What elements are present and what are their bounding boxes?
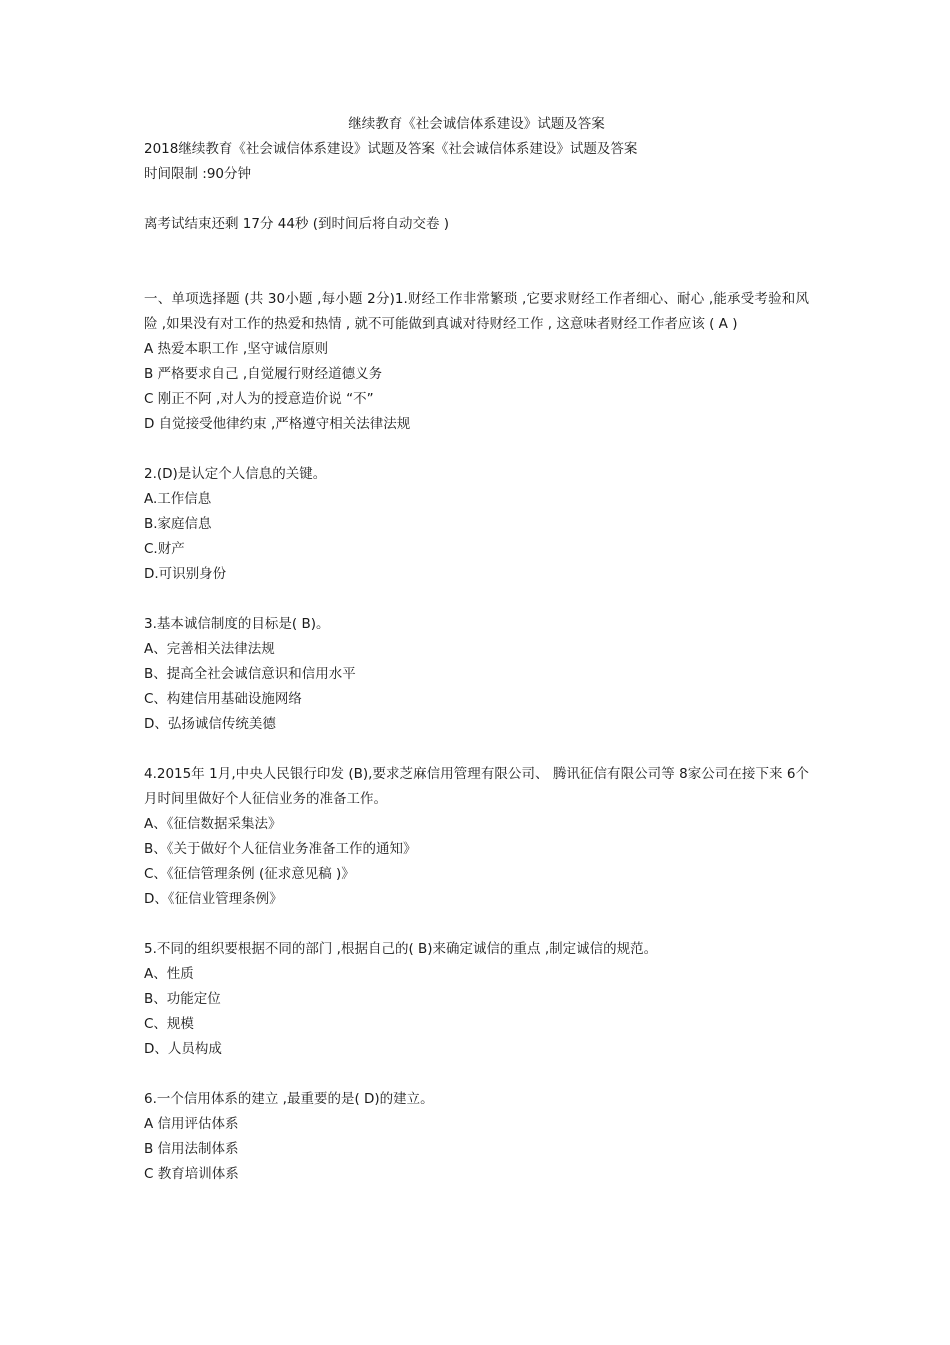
question-6	[144, 1087, 809, 1187]
document-subtitle: 2018继续教育《社会诚信体系建设》试题及答案《社会诚信体系建设》试题及答案	[144, 141, 638, 157]
option-d: D、人员构成	[144, 1041, 222, 1057]
question-text: 一、单项选择题 (共 30小题 ,每小题 2分)1.财经工作非常繁琐 ,它要求财经工作者细心、耐心 ,能承受考验和风险 ,如果没有对工作的热爱和热情 , 就不可能做到真诚对待财经工作 , 这意味者财经工作者应该 ( A )	[144, 291, 809, 332]
question-text: 6.一个信用体系的建立 ,最重要的是( D)的建立。	[144, 1091, 434, 1107]
option-b: B、《关于做好个人征信业务准备工作的通知》	[144, 841, 417, 857]
question-1	[144, 287, 809, 437]
option-c: C、构建信用基础设施网络	[144, 691, 302, 707]
question-text: 3.基本诚信制度的目标是( B)。	[144, 616, 330, 632]
option-a: A.工作信息	[144, 491, 212, 507]
time-limit: 时间限制 :90分钟	[144, 166, 252, 182]
option-b: B、功能定位	[144, 991, 221, 1007]
option-a: A、《征信数据采集法》	[144, 816, 282, 832]
option-c: C.财产	[144, 541, 185, 557]
document-title: 继续教育《社会诚信体系建设》试题及答案	[348, 116, 605, 132]
question-2	[144, 462, 809, 587]
question-5	[144, 937, 809, 1062]
option-a: A 热爱本职工作 ,坚守诚信原则	[144, 341, 329, 357]
option-c: C 刚正不阿 ,对人为的授意造价说 “不”	[144, 391, 374, 407]
option-d: D.可识别身份	[144, 566, 227, 582]
question-text: 4.2015年 1月,中央人民银行印发 (B),要求芝麻信用管理有限公司、 腾讯征信有限公司等 8家公司在接下来 6个月时间里做好个人征信业务的准备工作。	[144, 766, 809, 807]
option-b: B 严格要求自己 ,自觉履行财经道德义务	[144, 366, 383, 382]
question-3	[144, 612, 809, 737]
option-b: B 信用法制体系	[144, 1141, 239, 1157]
option-c: C 教育培训体系	[144, 1166, 239, 1182]
option-b: B.家庭信息	[144, 516, 212, 532]
question-text: 2.(D)是认定个人信息的关键。	[144, 466, 327, 482]
countdown-text: 离考试结束还剩 17分 44秒 (到时间后将自动交卷 )	[144, 216, 450, 232]
question-text: 5.不同的组织要根据不同的部门 ,根据自己的( B)来确定诚信的重点 ,制定诚信的规范。	[144, 941, 658, 957]
option-c: C、《征信管理条例 (征求意见稿 )》	[144, 866, 355, 882]
option-c: C、规模	[144, 1016, 194, 1032]
option-b: B、提高全社会诚信意识和信用水平	[144, 666, 356, 682]
option-a: A、完善相关法律法规	[144, 641, 275, 657]
option-a: A、性质	[144, 966, 194, 982]
document-page	[144, 112, 809, 1187]
option-d: D、《征信业管理条例》	[144, 891, 283, 907]
question-4	[144, 762, 809, 912]
option-a: A 信用评估体系	[144, 1116, 239, 1132]
option-d: D、弘扬诚信传统美德	[144, 716, 276, 732]
option-d: D 自觉接受他律约束 ,严格遵守相关法律法规	[144, 416, 411, 432]
